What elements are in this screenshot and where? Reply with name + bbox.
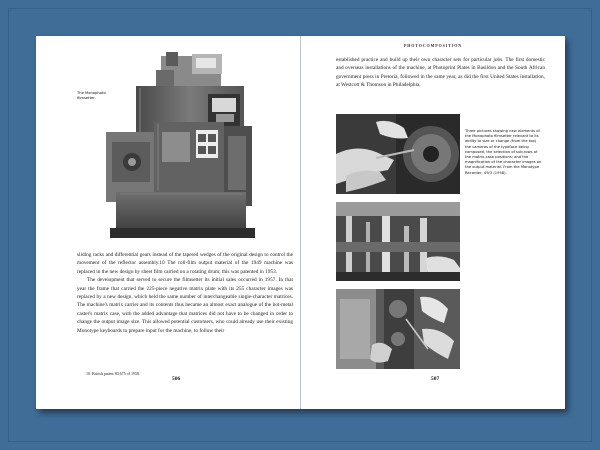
photo-hands-adjusting (336, 289, 460, 369)
page-number-left: 506 (172, 376, 181, 382)
running-head: PHOTOCOMPOSITION (403, 43, 463, 48)
photo-matrix-hands (336, 114, 460, 194)
page-number-right: 507 (431, 376, 440, 382)
left-page (36, 36, 300, 409)
left-photo-caption: The Monophoto filmsetter. (77, 91, 106, 100)
right-body-text (336, 56, 545, 90)
monophoto-filmsetter-photo (96, 52, 258, 242)
book-spread (36, 36, 565, 409)
footnote: 10. British patent 80,675 of 1958. (86, 371, 140, 376)
paragraph: sliding racks and differential gears instead of the tapered wedges of the original design to control the movement of the reflector assembly.10 The roll-film output material of the 1949 machine was replaced in the new design by sheet film carried on a rotating drum; this was patented in 1953. (77, 252, 293, 275)
left-body-text (77, 251, 293, 335)
right-photo-caption: Three pictures showing new elements of the Monophoto filmsetter relevant to its ability to size or change (from the top) the cameras of the typeface being composed, the selection of sub-rows of the matrix-case positions; and the magnification of the character images on the output material. From the Monotype Recorder, 49/3 (1958). (465, 129, 542, 175)
photo-mechanism-interior (336, 202, 460, 281)
paragraph: The development that served to secure the filmsetter its initial sales occurred in 1957. In that year the frame that carried the 225-piece negative matrix plate with its 255 character images was replaced by a new design, which held the same number of interchangeable single-character matrices. The machine's matrix carrier and its contents thus became an almost exact analogue of the hot-metal caster's matrix case, with the added advantage that matrices did not have to be changed in order to change the output image size. This allowed potential customers, who could already use their existing Monotype keyboards to prepare input for the machine, to follow their (77, 277, 293, 334)
paragraph: established practice and build up their own character sets for particular jobs. The first domestic and overseas installations of the machine, at Photoprint Plates in Basildon and the South African government press in Pretoria, followed in the same year, as did the first United States installation, at Westcott & Thomson in Philadelphia. (336, 57, 545, 89)
right-page (301, 36, 565, 409)
